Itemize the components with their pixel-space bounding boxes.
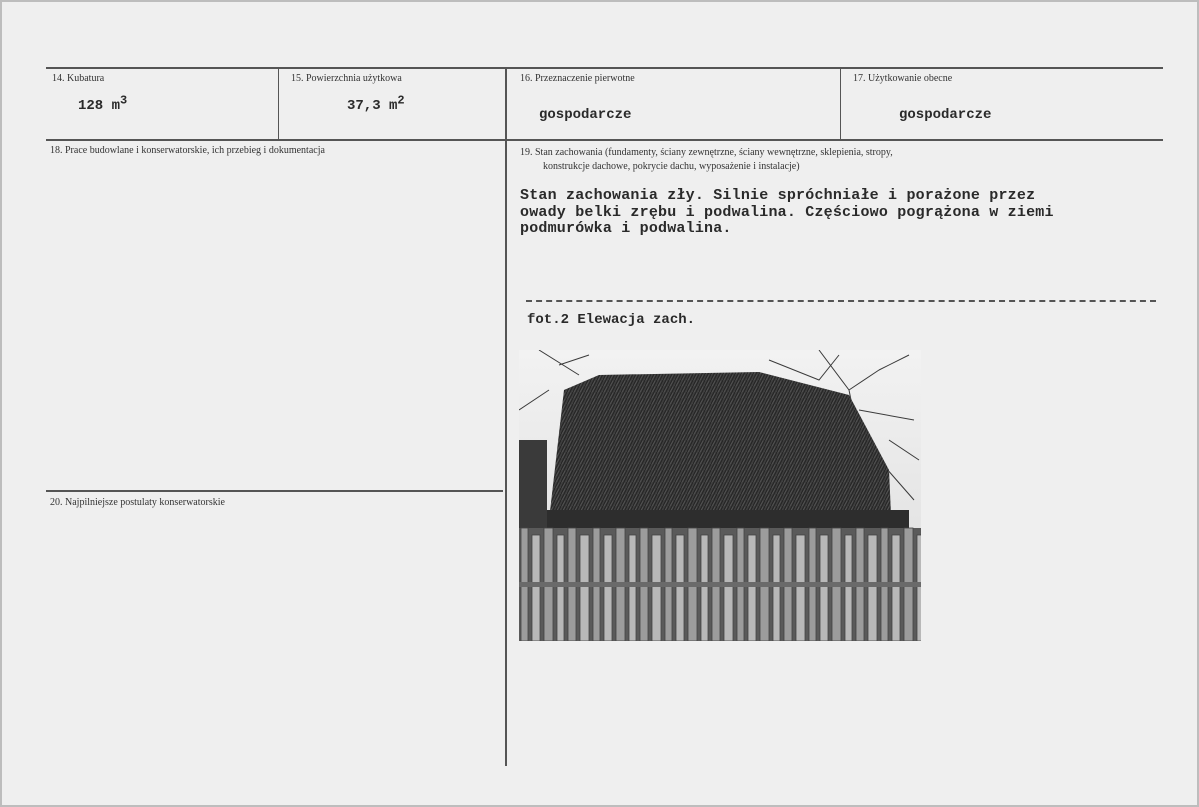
powierzchnia-value bbox=[347, 93, 405, 114]
dashed-separator bbox=[526, 300, 1156, 302]
stan-zachowania-text-line3: podmurówka i podwalina. bbox=[520, 220, 732, 237]
kubatura-number: 128 m bbox=[78, 98, 121, 114]
kubatura-exponent: 3 bbox=[120, 93, 128, 108]
fence-picket bbox=[532, 535, 540, 641]
powierzchnia-exponent: 2 bbox=[397, 93, 405, 108]
fence-picket bbox=[868, 535, 877, 641]
fence-picket bbox=[629, 535, 636, 641]
stan-zachowania-text-line2: owady belki zrębu i podwalina. Częściowo pogrążona w ziemi bbox=[520, 204, 1054, 221]
uzytkowanie-label: 17. Użytkowanie obecne bbox=[853, 73, 953, 84]
fence-picket bbox=[701, 535, 708, 641]
main-divider bbox=[505, 68, 507, 766]
przeznaczenie-value: gospodarcze bbox=[539, 107, 632, 123]
photo-caption: fot.2 Elewacja zach. bbox=[527, 312, 696, 328]
divider-14-15 bbox=[278, 68, 279, 139]
fence-picket bbox=[724, 535, 733, 641]
fence-picket bbox=[845, 535, 852, 641]
fence-picket bbox=[748, 535, 756, 641]
fence-picket bbox=[796, 535, 805, 641]
kubatura-value bbox=[78, 93, 128, 114]
fence-picket bbox=[676, 535, 684, 641]
postulaty-label: 20. Najpilniejsze postulaty konserwatorskie bbox=[50, 497, 225, 508]
thatched-barn-image bbox=[519, 350, 921, 641]
fence-picket bbox=[604, 535, 612, 641]
fence-picket bbox=[773, 535, 780, 641]
prace-budowlane-label: 18. Prace budowlane i konserwatorskie, ich przebieg i dokumentacja bbox=[50, 145, 325, 156]
divider-16-17 bbox=[840, 68, 841, 139]
stan-zachowania-label-line2: konstrukcje dachowe, pokrycie dachu, wyposażenie i instalacje) bbox=[543, 161, 800, 172]
fence-picket bbox=[652, 535, 661, 641]
powierzchnia-number: 37,3 m bbox=[347, 98, 398, 114]
stan-zachowania-text-line1: Stan zachowania zły. Silnie spróchniałe i porażone przez bbox=[520, 187, 1036, 204]
top-rule bbox=[46, 67, 1163, 69]
uzytkowanie-value: gospodarcze bbox=[899, 107, 992, 123]
kubatura-label: 14. Kubatura bbox=[52, 73, 105, 84]
przeznaczenie-label: 16. Przeznaczenie pierwotne bbox=[520, 73, 635, 84]
fence-picket bbox=[580, 535, 589, 641]
stan-zachowania-label-line1: 19. Stan zachowania (fundamenty, ściany zewnętrzne, ściany wewnętrzne, sklepienia, stropy, bbox=[520, 147, 893, 158]
fence-rail bbox=[519, 582, 921, 587]
fence-picket bbox=[892, 535, 900, 641]
second-rule bbox=[46, 139, 1163, 141]
fence-picket bbox=[917, 535, 921, 641]
fence-picket bbox=[820, 535, 828, 641]
rule-18-20 bbox=[46, 490, 503, 492]
powierzchnia-label: 15. Powierzchnia użytkowa bbox=[291, 73, 402, 84]
building-photo bbox=[519, 350, 921, 641]
fence-picket bbox=[557, 535, 564, 641]
